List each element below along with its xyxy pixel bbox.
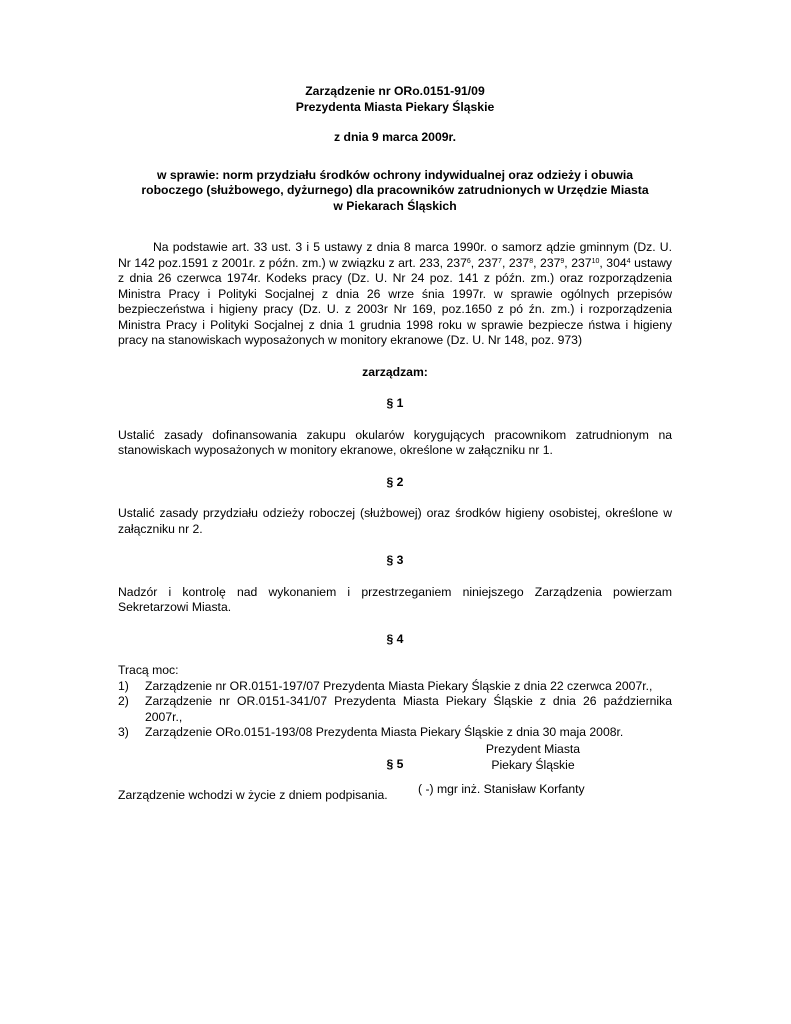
section-heading-4: § 4 bbox=[386, 631, 404, 646]
section-text-5: Zarządzenie wchodzi w życie z dniem podpisania. bbox=[118, 788, 388, 802]
section-heading-5: § 5 bbox=[386, 756, 404, 771]
section-heading-3: § 3 bbox=[386, 553, 404, 567]
document-body bbox=[118, 84, 672, 804]
decree-number: Zarządzenie nr ORo.0151-91/09 bbox=[305, 84, 485, 98]
subject-line-1: w sprawie: norm przydziału środków ochrony indywidualnej oraz odzieży i obuwia bbox=[156, 167, 634, 182]
signature-title-2: Piekary Śląskie bbox=[491, 757, 575, 772]
list-item: 2) Zarządzenie nr OR.0151-341/07 Prezydenta Miasta Piekary Śląskie z dnia 26 października 2007r., bbox=[118, 694, 672, 724]
section-text-4: Tracą moc: bbox=[118, 663, 179, 677]
signatory-name: ( -) mgr inż. Stanisław Korfanty bbox=[418, 782, 585, 796]
issuer: Prezydenta Miasta Piekary Śląskie bbox=[295, 99, 495, 114]
decree-word: zarządzam: bbox=[362, 364, 428, 379]
section-heading-2: § 2 bbox=[386, 474, 404, 489]
signature-title-1: Prezydent Miasta bbox=[485, 742, 581, 756]
section-text-2: Ustalić zasady przydziału odzieży roboczej (służbowej) oraz środków higieny osobistej, określone w załączniku nr 2. bbox=[118, 506, 672, 536]
section-text-3: Nadzór i kontrolę nad wykonaniem i przestrzeganiem niniejszego Zarządzenia powierzam Sekretarzowi Miasta. bbox=[118, 584, 672, 614]
repealed-list bbox=[118, 679, 672, 741]
decree-date: z dnia 9 marca 2009r. bbox=[334, 130, 456, 144]
signatory bbox=[418, 782, 618, 798]
list-item: 3) Zarządzenie ORo.0151-193/08 Prezydenta Miasta Piekary Śląskie z dnia 30 maja 2008r. bbox=[118, 725, 624, 739]
list-item: 1) Zarządzenie nr OR.0151-197/07 Prezydenta Miasta Piekary Śląskie z dnia 22 czerwca 2007r., bbox=[118, 678, 653, 693]
signature-block bbox=[458, 742, 608, 773]
subject-line-2: roboczego (służbowego, dyżurnego) dla pracowników zatrudnionych w Urzędzie Miasta bbox=[141, 183, 649, 197]
document-header bbox=[118, 84, 672, 214]
section-heading-1: § 1 bbox=[386, 396, 404, 410]
legal-basis-paragraph: Na podstawie art. 33 ust. 3 i 5 ustawy z dnia 8 marca 1990r. o samorz ądzie gminnym (Dz. U. Nr 142 poz.1591 z 2001r. z późn. zm.) w związku z art. 233, $237^6$, $237^7$, $237^8$, $237^9$, $237^{10}$, $304^4$ ustawy z dnia 26 czerwca 1974r. Kodeks pracy (Dz. U. Nr 24 poz. 141 z późn. zm.) oraz rozporządzenia Ministra Pracy i Polityki Socjalnej z dnia 26 wrze śnia 1997r. w sprawie ogólnych przepisów bezpieczeństwa i higieny pracy (Dz. U. z 2003r Nr 169, poz.1650 z pó źn. zm.) i rozporządzenia Ministra Pracy i Polityki Socjalnej z dnia 1 grudnia 1998 roku w sprawie bezpiecze ństwa i higieny pracy na stanowiskach wyposażonych w monitory ekranowe (Dz. U. Nr 148, poz. 973) bbox=[118, 240, 673, 347]
section-text-1: Ustalić zasady dofinansowania zakupu okularów korygujących pracownikom zatrudnionym na stanowiskach wyposażonych w monitory ekranowe, określone w załączniku nr 1. bbox=[118, 427, 672, 457]
subject-line-3: w Piekarach Śląskich bbox=[333, 198, 457, 213]
